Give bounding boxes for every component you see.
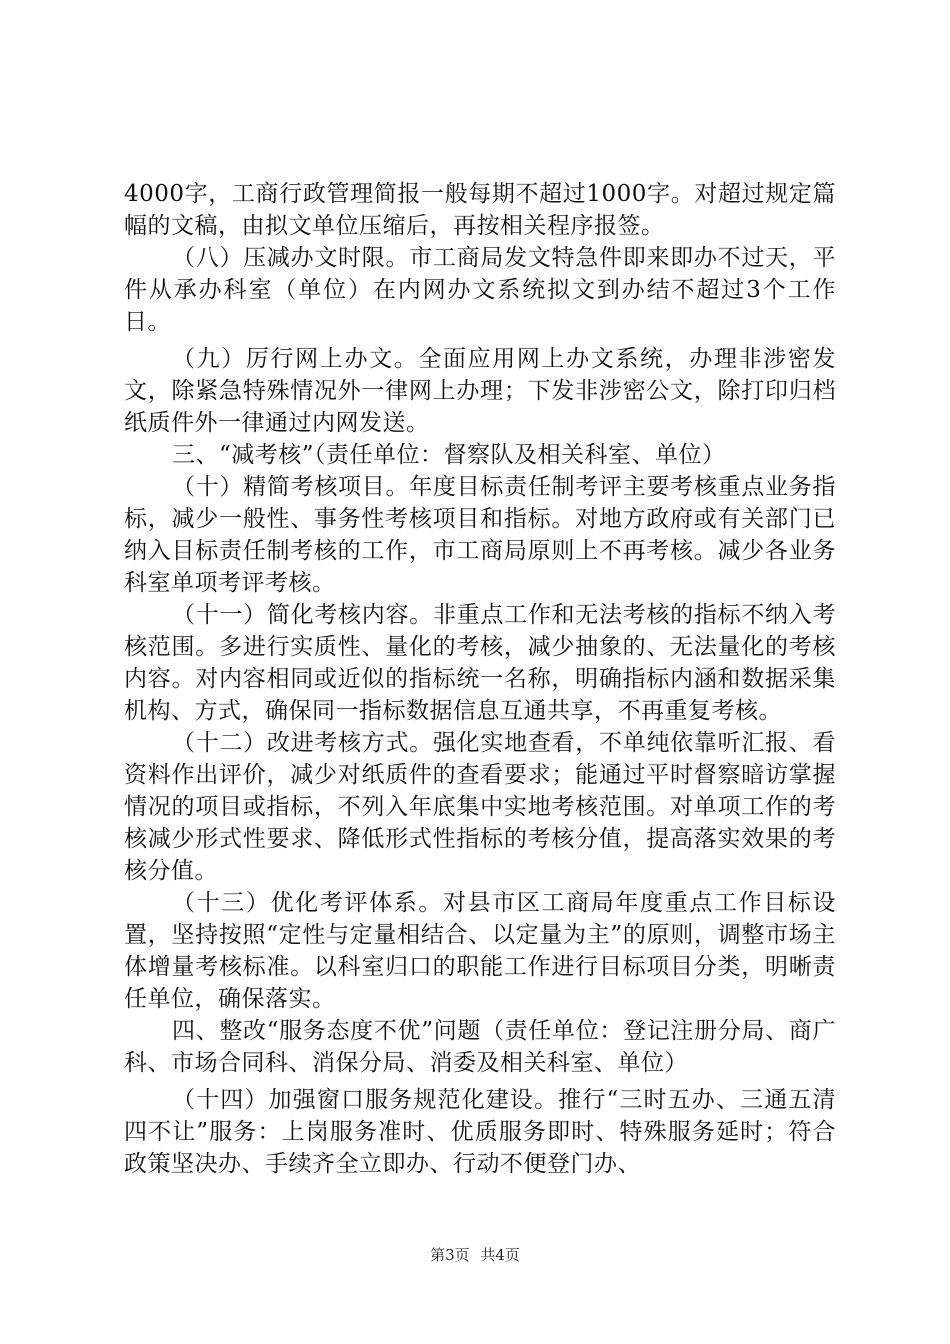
paragraph-item-12: （十二）改进考核方式。强化实地查看，不单纯依靠听汇报、看资料作出评价，减少对纸质件的查看要求；能通过平时督察暗访掌握情况的项目或指标，不列入年底集中实地考核范围。对单项工作的考核减少形式性要求、降低形式性指标的考核分值，提高落实效果的考核分值。: [124, 730, 836, 884]
page-total: 共4页: [480, 1246, 520, 1264]
paragraph-continuation: 4000字，工商行政管理简报一般每期不超过1000字。对超过规定篇幅的文稿，由拟文单位压缩后，再按相关程序报签。: [124, 181, 836, 239]
paragraph-item-8: （八）压减办文时限。市工商局发文特急件即来即办不过天，平件从承办科室（单位）在内网办文系统拟文到办结不超过3个工作日。: [124, 245, 836, 335]
paragraph-item-9: （九）厉行网上办文。全面应用网上办文系统，办理非涉密发文，除紧急特殊情况外一律网上办理；下发非涉密公文，除打印归档纸质件外一律通过内网发送。: [124, 346, 836, 436]
paragraph-item-14: （十四）加强窗口服务规范化建设。推行“三时五办、三通五清四不让”服务：上岗服务准时、优质服务即时、特殊服务延时；符合政策坚决办、手续齐全立即办、行动不便登门办、: [124, 1087, 836, 1177]
section-heading-4: 四、整改“服务态度不优”问题（责任单位：登记注册分局、商广科、市场合同科、消保分局、消委及相关科室、单位）: [124, 1018, 836, 1076]
page-footer: [0, 1245, 950, 1265]
page-number: 第3页: [430, 1246, 470, 1264]
paragraph-item-10: （十）精简考核项目。年度目标责任制考评主要考核重点业务指标，减少一般性、事务性考核项目和指标。对地方政府或有关部门已纳入目标责任制考核的工作，市工商局原则上不再考核。减少各业务科室单项考评考核。: [124, 474, 836, 596]
paragraph-item-11: （十一）简化考核内容。非重点工作和无法考核的指标不纳入考核范围。多进行实质性、量化的考核，减少抽象的、无法量化的考核内容。对内容相同或近似的指标统一名称，明确指标内涵和数据采集机构、方式，确保同一指标数据信息互通共享，不再重复考核。: [124, 602, 836, 724]
document-body: [124, 178, 836, 1180]
section-heading-3: 三、“减考核”（责任单位：督察队及相关科室、单位）: [172, 442, 726, 468]
paragraph-item-13: （十三）优化考评体系。对县市区工商局年度重点工作目标设置，坚持按照“定性与定量相结合、以定量为主”的原则，调整市场主体增量考核标准。以科室归口的职能工作进行目标项目分类，明晰责任单位，确保落实。: [124, 890, 836, 1012]
